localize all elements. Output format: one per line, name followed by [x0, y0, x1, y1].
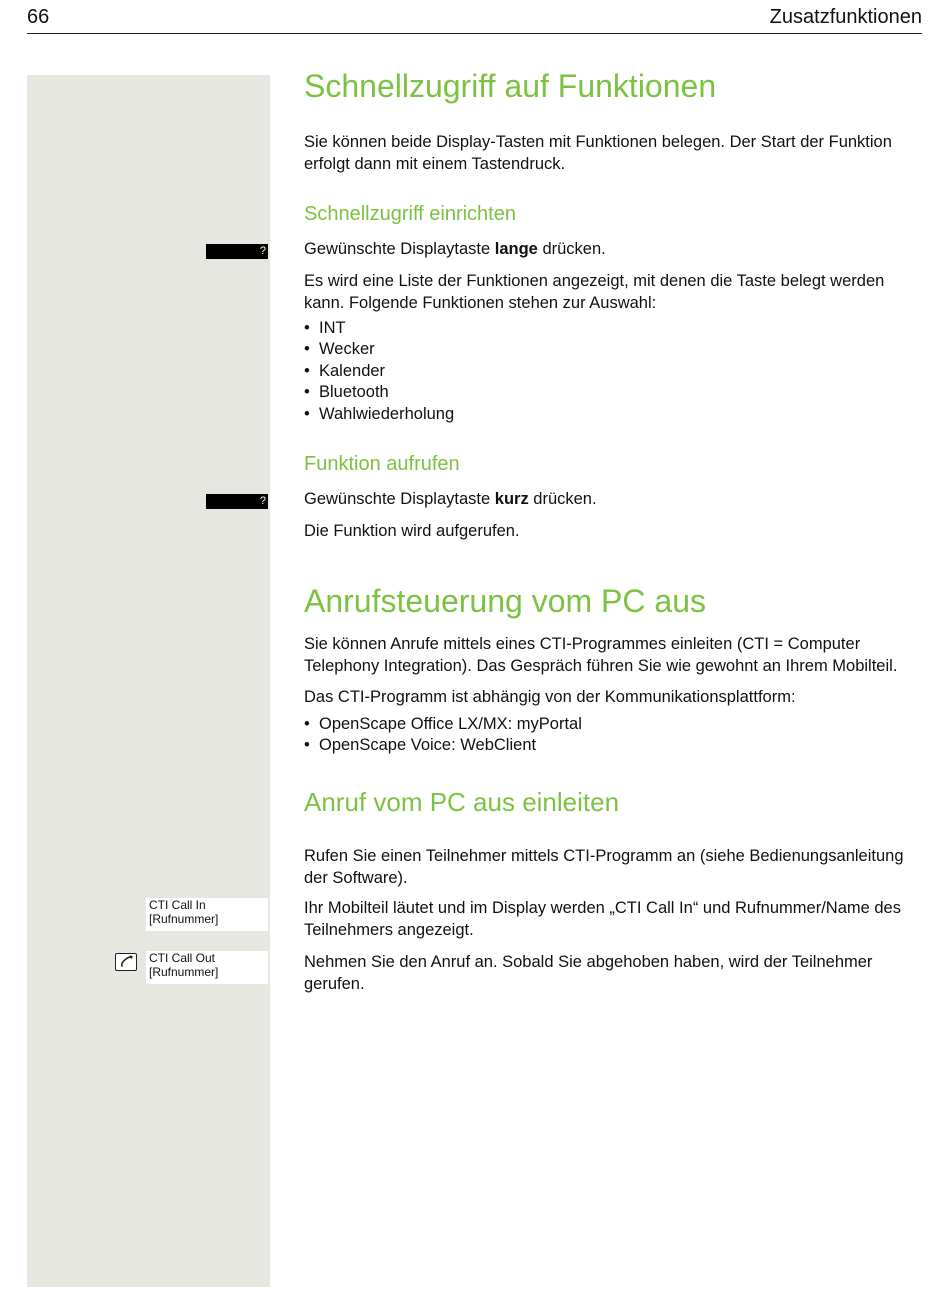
subsection-title-einrichten: Schnellzugriff einrichten — [304, 203, 516, 225]
display-line: [Rufnummer] — [149, 911, 219, 926]
step-description: Es wird eine Liste der Funktionen angezeigt, mit denen die Taste belegt werden kann. Folgende Funktionen stehen zur Auswahl: — [304, 272, 885, 312]
display-line: CTI Call In — [149, 898, 206, 912]
step-instruction: Nehmen Sie den Anruf an. Sobald Sie abgehoben haben, wird der Teilnehmer gerufen. — [304, 953, 873, 993]
display-softkey: ? — [206, 244, 268, 259]
step-instruction: Gewünschte Displaytaste kurz drücken. — [304, 490, 597, 508]
section-intro: Sie können Anrufe mittels eines CTI-Programmes einleiten (CTI = Computer Telephony Integration). Das Gespräch führen Sie wie gewohnt an Ihrem Mobilteil. — [304, 635, 898, 675]
step-instruction: Rufen Sie einen Teilnehmer mittels CTI-Programm an (siehe Bedienungsanleitung der Software). — [304, 847, 904, 887]
function-list — [304, 318, 924, 425]
display-line: CTI Call Out — [149, 951, 216, 965]
chapter-title: Zusatzfunktionen — [769, 6, 922, 28]
display-preview-call-out — [146, 951, 268, 984]
list-item: • INT — [304, 318, 924, 339]
step-instruction: Ihr Mobilteil läutet und im Display werden „CTI Call In“ und Rufnummer/Name des Teilnehmers angezeigt. — [304, 899, 901, 939]
display-line: [Rufnummer] — [149, 964, 219, 979]
handset-icon — [115, 953, 137, 971]
header-rule — [27, 33, 922, 34]
section-title-anrufsteuerung: Anrufsteuerung vom PC aus — [304, 583, 706, 619]
display-preview-call-in — [146, 898, 268, 931]
platform-intro: Das CTI-Programm ist abhängig von der Kommunikationsplattform: — [304, 688, 796, 706]
list-item: • OpenScape Office LX/MX: myPortal — [304, 714, 924, 735]
list-item: • Bluetooth — [304, 382, 924, 403]
step-instruction: Gewünschte Displaytaste lange drücken. — [304, 240, 606, 258]
step-result: Die Funktion wird aufgerufen. — [304, 522, 520, 540]
subsection-title-aufrufen: Funktion aufrufen — [304, 453, 460, 475]
list-item: • Wecker — [304, 339, 924, 360]
page-number: 66 — [27, 6, 50, 28]
list-item: • Wahlwiederholung — [304, 404, 924, 425]
section-title-schnellzugriff: Schnellzugriff auf Funktionen — [304, 68, 717, 104]
list-item: • Kalender — [304, 361, 924, 382]
list-item: • OpenScape Voice: WebClient — [304, 735, 924, 756]
section-intro: Sie können beide Display-Tasten mit Funktionen belegen. Der Start der Funktion erfolgt dann mit einem Tastendruck. — [304, 133, 892, 173]
subsection-title-anruf-einleiten: Anruf vom PC aus einleiten — [304, 787, 620, 817]
platform-list — [304, 714, 924, 757]
display-softkey: ? — [206, 494, 268, 509]
